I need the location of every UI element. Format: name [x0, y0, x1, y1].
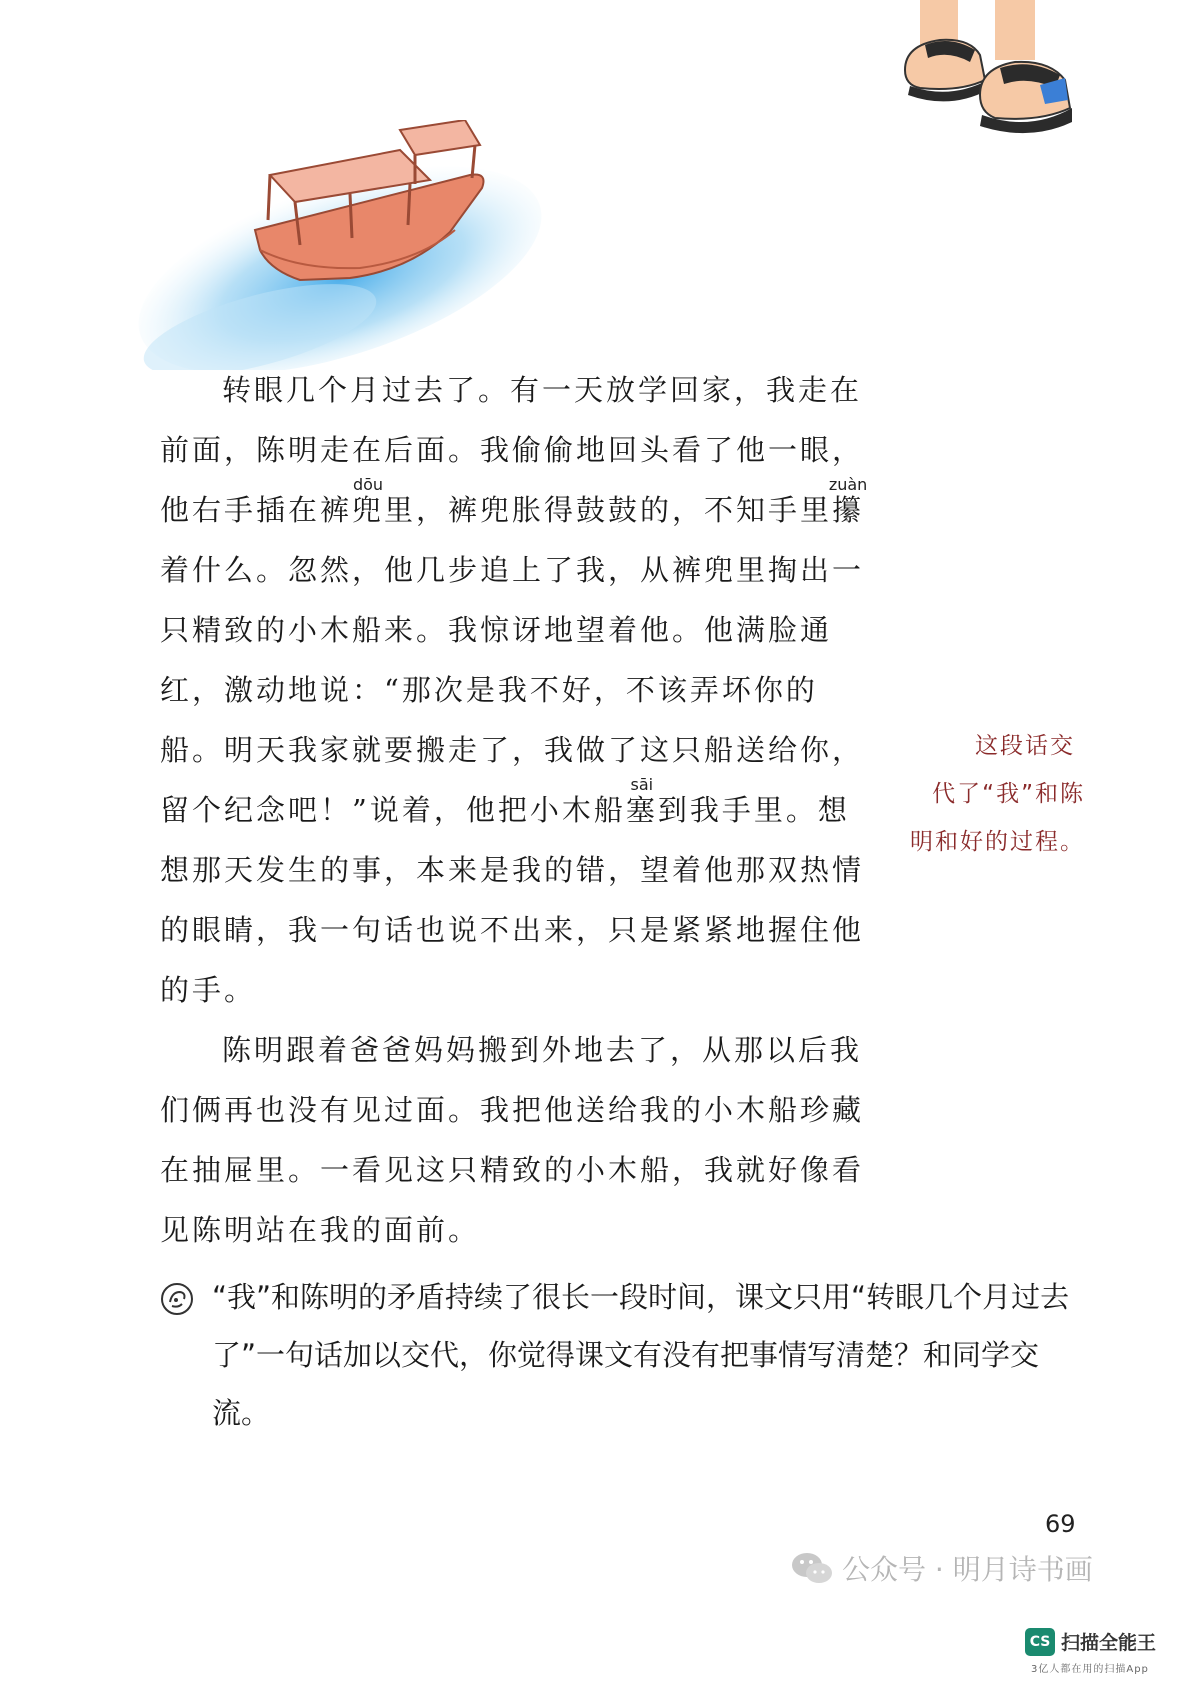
margin-note-line-2: 代了“我”和陈 [932, 781, 1085, 807]
paragraph-1 [160, 360, 870, 1020]
ruby-zuan-char: 攥 [828, 493, 868, 527]
ruby-sai [625, 775, 658, 827]
ruby-dou [352, 475, 385, 527]
ruby-dou-char: 兜 [352, 493, 385, 527]
paragraph-2: 陈明跟着爸爸妈妈搬到外地去了，从那以后我们俩再也没有见过面。我把他送给我的小木船珍藏在抽屉里。一看见这只精致的小木船，我就好像看见陈明站在我的面前。 [160, 1033, 865, 1247]
scanner-slogan: 3亿人都在用的扫描App [1031, 1664, 1149, 1675]
ruby-zuan-pinyin: zuàn [828, 475, 868, 494]
discussion-icon [160, 1282, 194, 1316]
page-number: 69 [1045, 1510, 1076, 1538]
margin-note-line-3: 明和好的过程。 [910, 829, 1085, 855]
sandals-illustration [900, 0, 1100, 145]
main-text [160, 360, 870, 1260]
ruby-zuan [828, 475, 868, 527]
wechat-icon [790, 1550, 834, 1586]
ruby-sai-pinyin: sāi [625, 775, 658, 794]
watermark [790, 1548, 1093, 1588]
scanner-name: 扫描全能王 [1061, 1632, 1157, 1654]
paragraph-1-part-2: 里，裤兜胀得鼓鼓的，不知手里 [384, 493, 833, 527]
paragraph-1-part-1: 转眼几个月过去了。有一天放学回家，我走在前面，陈明走在后面。我偷偷地回头看了他一眼，他右手插在裤 [160, 373, 865, 527]
boat-illustration [110, 120, 550, 370]
ruby-dou-pinyin: dōu [352, 475, 385, 494]
scanner-badge [1025, 1624, 1175, 1680]
margin-note-line-1: 这段话交 [975, 733, 1075, 759]
margin-note [900, 722, 1085, 866]
question-text: “我”和陈明的矛盾持续了很长一段时间，课文只用“转眼几个月过去了”一句话加以交代，你觉得课文有没有把事情写清楚？和同学交流。 [212, 1280, 1070, 1430]
paragraph-1-part-4: 到我手里。想想那天发生的事，本来是我的错，望着他那双热情的眼睛，我一句话也说不出来，只是紧紧地握住他的手。 [160, 793, 865, 1007]
watermark-text: 公众号 · 明月诗书画 [842, 1553, 1093, 1586]
scanner-logo: CS [1025, 1628, 1055, 1656]
paragraph-1-part-3: 着什么。忽然，他几步追上了我，从裤兜里掏出一只精致的小木船来。我惊讶地望着他。他满脸通红，激动地说：“那次是我不好，不该弄坏你的船。明天我家就要搬走了，我做了这只船送给你，留个纪念吧！”说着，他把小木船 [160, 553, 865, 827]
ruby-sai-char: 塞 [625, 793, 658, 827]
